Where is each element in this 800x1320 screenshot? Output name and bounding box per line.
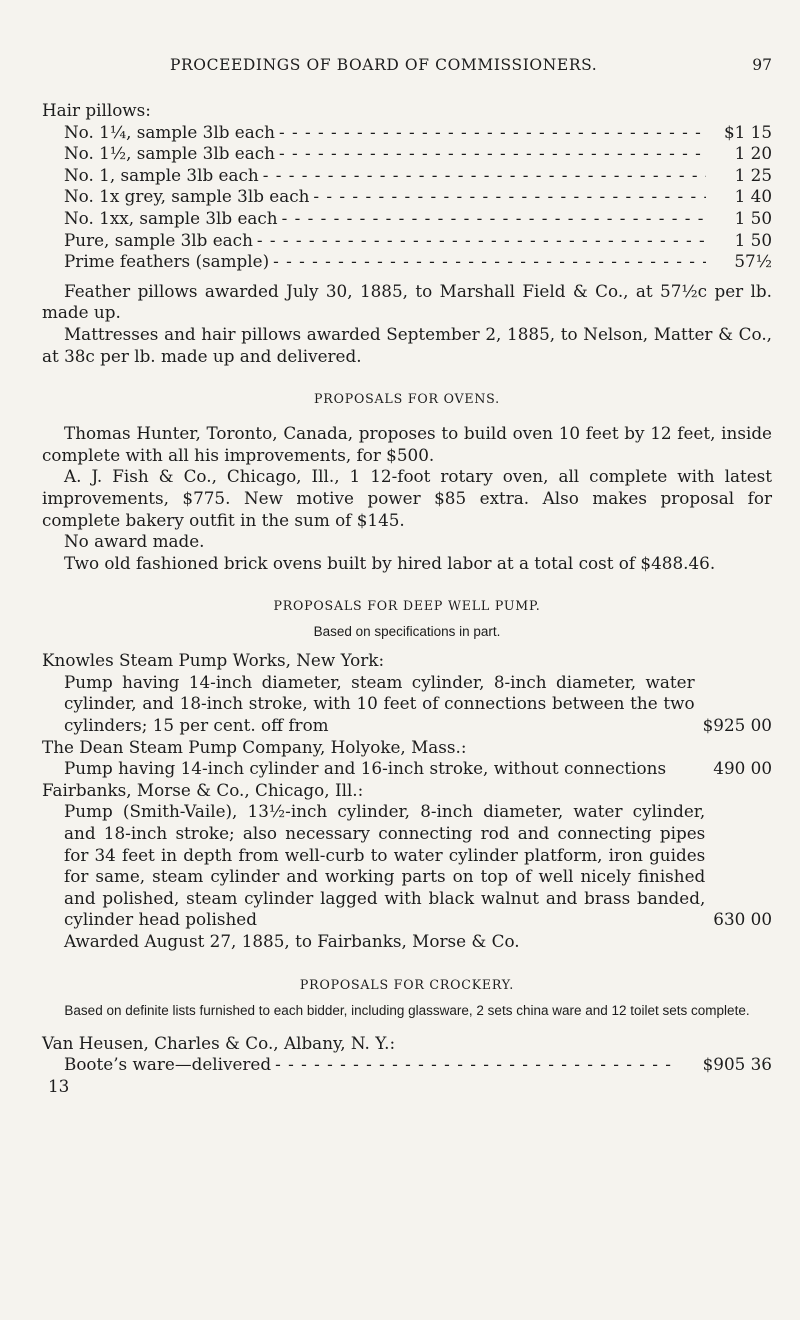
- bid-entry: [42, 758, 772, 780]
- price-line-amount: $1 15: [723, 121, 772, 142]
- price-line-amount: 1 40: [734, 186, 772, 207]
- price-line-amount: 1 20: [734, 143, 772, 164]
- leader-dots: [279, 122, 706, 144]
- price-line-label: Pure, sample 3lb each: [64, 229, 253, 250]
- price-line-label: Prime feathers (sample): [64, 251, 270, 272]
- bidder-name: The Dean Steam Pump Company, Holyoke, Mass.:: [42, 736, 467, 757]
- bid-amount: 490 00: [713, 758, 772, 779]
- leader-dots: [313, 186, 706, 208]
- price-line-amount: 1 50: [734, 229, 772, 250]
- oven-proposal-paragraph: Two old fashioned brick ovens built by hired labor at a total cost of $488.46.: [64, 552, 716, 573]
- price-line: [42, 251, 772, 273]
- bid-entry: [42, 801, 772, 931]
- page-title: PROCEEDINGS OF BOARD OF COMMISSIONERS.: [170, 56, 598, 74]
- section-note: Based on specifications in part.: [313, 624, 501, 640]
- price-line: [42, 186, 772, 208]
- oven-proposal-paragraph: A. J. Fish & Co., Chicago, Ill., 1 12-foot rotary oven, all complete with latest improvements, $775. New motive power $85 extra. Also makes proposal for complete bakery outfit in the sum of $145.: [42, 466, 772, 530]
- bid-description: Pump (Smith-Vaile), 13½-inch cylinder, 8-inch diameter, water cylinder, and 18-inch stroke; also necessary connecting rod and connecting pipes for 34 feet in depth from well-curb to water cylinder platform, iron guides for same, steam cylinder and working parts on top of well nicely finished and polished, steam cylinder lagged with black walnut and brass banded, cylinder head polished: [64, 801, 706, 930]
- bid-amount: 630 00: [713, 909, 772, 930]
- leader-dots: [257, 230, 706, 252]
- price-line: [42, 230, 772, 252]
- section-note: Based on definite lists furnished to each bidder, including glassware, 2 sets china ware and 12 toilet sets complete.: [64, 1002, 750, 1018]
- price-line: [42, 1054, 772, 1076]
- section-heading-ovens: PROPOSALS FOR OVENS.: [314, 391, 500, 407]
- award-paragraph: Feather pillows awarded July 30, 1885, to Marshall Field & Co., at 57½c per lb. made up.: [42, 280, 772, 323]
- price-line-amount: 1 25: [734, 164, 772, 185]
- page-number: 97: [752, 56, 772, 74]
- price-line-amount: 1 50: [734, 207, 772, 228]
- oven-proposal-paragraph: No award made.: [64, 531, 205, 552]
- award-line: Awarded August 27, 1885, to Fairbanks, Morse & Co.: [64, 931, 520, 951]
- bidder-name: Van Heusen, Charles & Co., Albany, N. Y.:: [42, 1032, 396, 1053]
- price-line-amount: $905 36: [702, 1054, 772, 1075]
- price-line-label: No. 1½, sample 3lb each: [64, 143, 275, 164]
- hair-pillows-heading: Hair pillows:: [42, 100, 151, 120]
- section-heading-crockery: PROPOSALS FOR CROCKERY.: [299, 976, 515, 992]
- price-line-label: No. 1x grey, sample 3lb each: [64, 186, 310, 207]
- price-line: [42, 208, 772, 230]
- section-heading-pump: PROPOSALS FOR DEEP WELL PUMP.: [273, 598, 541, 614]
- leader-dots: [273, 251, 706, 273]
- bid-entry: [42, 672, 772, 737]
- bid-description: Pump having 14-inch cylinder and 16-inch stroke, without connections: [64, 758, 667, 779]
- leader-dots: [279, 143, 706, 165]
- leader-dots: [275, 1054, 672, 1076]
- price-line-label: Boote’s ware—delivered: [64, 1054, 272, 1075]
- price-line-label: No. 1, sample 3lb each: [64, 164, 259, 185]
- oven-proposal-paragraph: Thomas Hunter, Toronto, Canada, proposes to build oven 10 feet by 12 feet, inside complete with all his improvements, for $500.: [42, 423, 772, 465]
- award-paragraph: Mattresses and hair pillows awarded September 2, 1885, to Nelson, Matter & Co., at 38c per lb. made up and delivered.: [42, 323, 772, 366]
- price-line-label: No. 1¼, sample 3lb each: [64, 121, 275, 142]
- bid-description: Pump having 14-inch diameter, steam cylinder, 8-inch diameter, water cylinder, and 18-inch stroke, with 10 feet of connections between the two cylinders; 15 per cent. off from: [64, 671, 695, 736]
- price-line-label: No. 1xx, sample 3lb each: [64, 207, 278, 228]
- leader-dots: [282, 208, 706, 230]
- leader-dots: [263, 165, 706, 187]
- bid-amount: $925 00: [702, 715, 772, 736]
- bidder-name: Knowles Steam Pump Works, New York:: [42, 650, 385, 671]
- bidder-name: Fairbanks, Morse & Co., Chicago, Ill.:: [42, 779, 364, 800]
- price-line: [42, 143, 772, 165]
- page-body: [42, 100, 772, 1097]
- price-line: [42, 122, 772, 144]
- signature-mark: 13: [48, 1075, 70, 1096]
- running-header: [0, 56, 800, 80]
- price-line-amount: 57½: [734, 251, 772, 272]
- price-line: [42, 165, 772, 187]
